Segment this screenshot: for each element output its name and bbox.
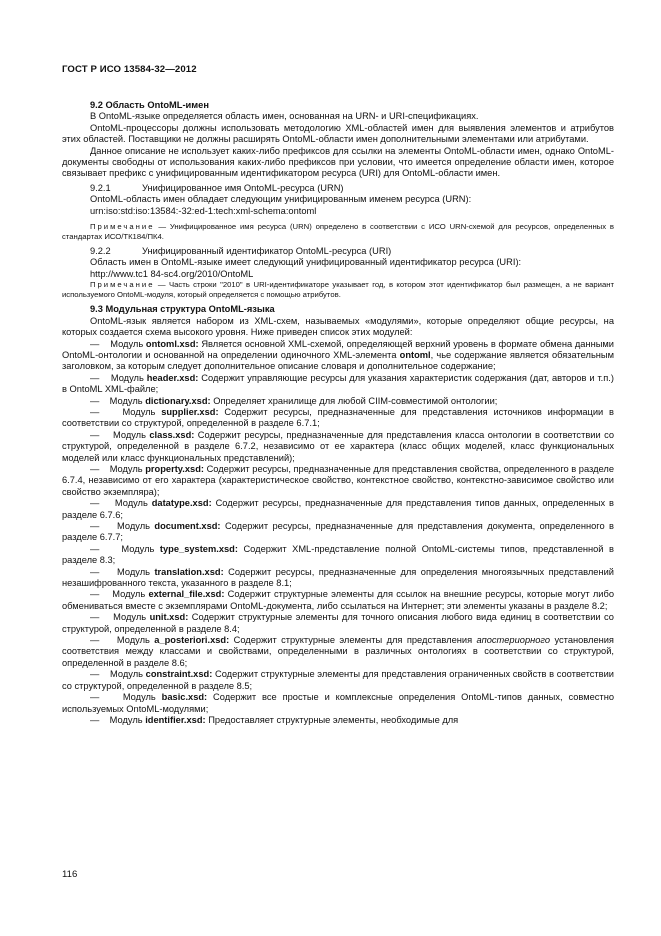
module-name: external_file.xsd: [148,589,225,600]
module-word: Модуль [114,498,148,509]
list-dash: — [90,714,100,725]
module-name: type_system.xsd: [159,543,238,554]
module-word: Модуль [122,406,156,417]
module-name: document.xsd: [154,521,221,531]
list-dash: — [90,692,100,703]
module-name: a_posteriori.xsd: [154,635,230,646]
module-name: supplier.xsd: [161,406,219,417]
section-heading: 9.3 Модульная структура OntoML-языка [90,304,275,315]
module-list-item [62,669,614,692]
module-list-item [62,396,614,407]
module-name: header.xsd: [146,372,199,383]
module-list-item [62,567,614,590]
subsection-heading [62,246,614,257]
module-description: Содержит ресурсы, предназначенные для представления свойства, определенного в разделе 6.7.4, независимо от его характера (характеристическое свойство, контекстное свойство, контекстно-зависимое свойство или свойство экземпляра); [62,463,614,497]
module-description: Содержит структурные элементы для представления ограниченных свойств в соответствии со структурой, определенной в разделе 8.5; [62,669,614,691]
module-name: constraint.xsd: [145,669,213,680]
module-list-item [62,589,614,612]
module-list-item [62,544,614,567]
list-dash: — [90,429,100,440]
paragraph: OntoML-область имен обладает следующим унифицированным именем ресурса (URN): [90,194,472,205]
module-list-item [62,635,614,669]
note-label: Примечание [90,222,155,232]
module-description: Содержит структурные элементы для точного описания любого вида единиц в соответствии со структурой, определенной в разделе 8.4; [62,612,614,634]
module-description-cont: , чье содержание является обязательным заголовком, за которым следует дополнительное описание словаря и дополнительное содержание; [62,349,614,372]
module-list-item [62,373,614,396]
module-name: class.xsd: [149,429,195,440]
module-word: Модуль [122,692,156,703]
module-word: Модуль [121,543,155,554]
module-name: property.xsd: [145,463,204,474]
module-description: Содержит ресурсы, предназначенные для представления источников информации в соответствии со структурой, определенной в разделе 6.7.1; [62,406,614,429]
module-name: dictionary.xsd: [145,395,211,406]
module-name: basic.xsd: [161,692,208,703]
module-description: Содержит ресурсы, предназначенные для представления документа, определенного в разделе 6.7.7; [62,521,614,543]
list-dash: — [90,372,100,383]
bold-term: ontoml [399,349,431,360]
list-dash: — [90,395,100,406]
module-list-item [62,339,614,373]
module-word: Модуль [110,338,144,349]
module-list [62,339,614,727]
module-description: Определяет хранилище для любой CIIM-совместимой онтологии; [210,395,498,406]
module-list-item [62,612,614,635]
document-body [62,98,614,726]
module-description-cont: установления соответствия между классами и свойствами, определенными в различных онтологиях в соответствии со структурой, определенной в разделе 8.6; [62,635,614,668]
section-heading: 9.2 Область OntoML-имен [90,100,209,110]
urn-value: urn:iso:std:iso:13584:-32:ed-1:tech:xml-schema:ontoml [90,205,317,216]
note-text: — Часть строки "2010" в URI-идентификаторе указывает год, в котором этот идентификатор был размещен, а не вариант используемого OntoML-модуля, который определяется с помощью атрибутов. [62,280,614,300]
uri-value: http://www.tc1 84-sc4.org/2010/OntoML [90,268,254,279]
italic-term: апостериорного [476,635,551,646]
paragraph: Данное описание не использует каких-либо префиксов для ссылки на элементы OntoML-области имен, однако OntoML-документы свободны от использования каких-либо префиксов при условии, что имеется определение области имен, которое связывает префикс с унифицированным идентификатором ресурса (URI) для OntoML-области имен. [62,145,614,179]
module-word: Модуль [109,395,143,406]
module-description: Содержит ресурсы, предназначенные для представления класса онтологии в соответствии со структурой, определенной в разделе 6.7.2, независимо от ее характера (класс общих моделей, класс функциональных моделей или класс функциональных представлений); [62,429,614,463]
module-list-item [62,464,614,498]
paragraph: Область имен в OntoML-языке имеет следующий унифицированный идентификатор ресурса (URI): [90,257,522,268]
module-name: translation.xsd: [154,566,224,577]
module-word: Модуль [110,669,143,680]
module-name: unit.xsd: [149,612,189,623]
module-word: Модуль [117,521,150,531]
module-name: identifier.xsd: [145,714,206,725]
module-word: Модуль [109,463,143,474]
module-word: Модуль [113,612,147,623]
note [62,222,614,242]
subsection-title: Унифицированный идентификатор OntoML-ресурса (URI) [142,246,392,257]
document-header: ГОСТ Р ИСО 13584-32—2012 [62,64,197,75]
list-dash: — [90,521,100,531]
module-list-item [62,521,614,544]
module-description: Содержит структурные элементы для представления [229,635,477,646]
module-description: Содержит управляющие ресурсы для указания характеристик содержания (дат, авторов и т.п.) в OntoML XML-файле; [62,372,614,395]
list-dash: — [90,669,100,680]
paragraph: В OntoML-языке определяется область имен, основанная на URN- и URI-спецификациях. [90,111,479,122]
list-dash: — [90,543,100,554]
module-description: Содержит XML-представление полной OntoML-системы типов, представленной в разделе 8.3; [62,543,614,566]
list-dash: — [90,635,100,646]
subsection-heading [62,183,614,194]
module-list-item [62,498,614,521]
paragraph: OntoML-язык является набором из XML-схем, называемых «модулями», которые определяют общие ресурсы, на которых создается схема высокого уровня. Ниже приведен список этих модулей: [62,315,614,338]
module-description: Содержит структурные элементы для ссылок на внешние ресурсы, которые могут либо обмениваться вместе с экземплярами OntoML-документа, либо ссылаться на Интернет; эти элементы указаны в разделе 8.2; [62,589,614,611]
list-dash: — [90,589,100,600]
module-word: Модуль [112,589,146,600]
module-word: Модуль [113,429,146,440]
module-list-item [62,692,614,715]
subsection-number: 9.2.2 [90,246,111,257]
subsection-title: Унифицированное имя OntoML-ресурса (URN) [142,182,344,193]
module-list-item [62,407,614,430]
module-list-item [62,715,614,726]
module-name: datatype.xsd: [151,498,212,509]
module-word: Модуль [116,635,150,646]
module-description: Содержит ресурсы, предназначенные для представления типов данных, определенных в разделе 6.7.6; [62,498,614,520]
module-description: Содержит все простые и комплексные определения OntoML-типов данных, совместно используемых OntoML-модулями; [62,692,614,714]
module-name: ontoml.xsd: [145,338,199,349]
subsection-number: 9.2.1 [90,182,111,193]
list-dash: — [90,498,100,509]
note-label: Примечание [90,280,155,290]
list-dash: — [90,463,100,474]
paragraph: OntoML-процессоры должны использовать методологию XML-областей имен для выявления элементов и атрибутов этих областей. Поставщики не должны расширять OntoML-области имен дополнительными элементами или атрибутами. [62,122,614,145]
module-word: Модуль [110,372,144,383]
list-dash: — [90,338,100,349]
module-description: Является основной XML-схемой, определяющей верхний уровень в формате обмена данными OntoML-онтологии и основанной на определении одиночного XML-элемента [62,338,614,360]
module-description: Содержит ресурсы, предназначенные для определения многоязычных представлений незашифрованного текста, указанного в разделе 8.1; [62,566,614,589]
list-dash: — [90,612,100,623]
module-description: Предоставляет структурные элементы, необходимые для [205,714,459,725]
note [62,280,614,300]
module-word: Модуль [117,566,150,577]
module-word: Модуль [109,714,143,725]
list-dash: — [90,406,100,417]
list-dash: — [90,566,100,577]
module-list-item [62,430,614,464]
note-text: — Унифицированное имя ресурса (URN) определено в соответствии с ИСО URN-схемой для ресурсов, определенных в стандартах ИСО/ТК184/ПК4. [62,222,614,242]
page-number: 116 [62,869,78,880]
